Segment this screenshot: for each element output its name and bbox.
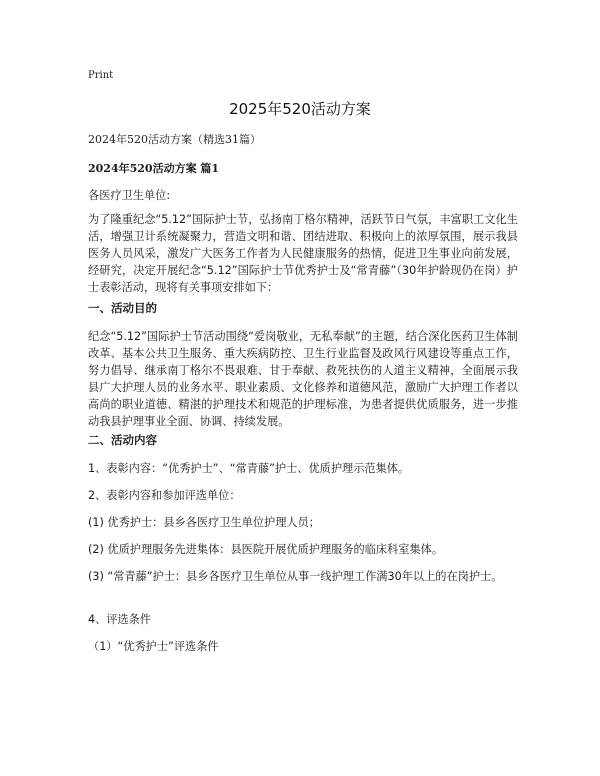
salutation: 各医疗卫生单位: xyxy=(88,189,171,202)
heading-content: 二、活动内容 xyxy=(88,433,157,447)
item-2: 2、表彰内容和参加评选单位： xyxy=(88,489,241,502)
heading-purpose: 一、活动目的 xyxy=(88,301,157,315)
item-1: 1、表彰内容：“优秀护士”、“常青藤”护士、优质护理示范集体。 xyxy=(88,462,410,475)
sub-item-3: (3) “常青藤”护士：县乡各医疗卫生单位从事一线护理工作满30年以上的在岗护士。 xyxy=(88,570,503,583)
sub-item-4: （1）“优秀护士”评选条件 xyxy=(88,640,219,653)
page-title: 2025年520活动方案 xyxy=(229,100,371,118)
item-4: 4、评选条件 xyxy=(88,613,152,626)
purpose-paragraph: 纪念“5.12”国际护士节活动围绕“爱岗敬业，无私奉献”的主题，结合深化医药卫生体制改革、基本公共卫生服务、重大疾病防控、卫生行业监督及政风行风建设等重点工作，努力倡导、继承南丁格尔不畏艰难、甘于奉献、救死扶伤的人道主义精神，全面展示我县广大护理人员的业务水平、职业素质、文化修养和道德风范，激励广大护理工作者以高尚的职业道德、精湛的护理技术和规范的护理标准，为患者提供优质服务，进一步推动我县护理事业全面、协调、持续发展。 xyxy=(88,330,518,428)
print-label: Print xyxy=(88,70,114,81)
section-title: 2024年520活动方案 篇1 xyxy=(88,162,220,175)
intro-paragraph: 为了隆重纪念“5.12”国际护士节，弘扬南丁格尔精神，活跃节日气氛，丰富职工文化生活，增强卫计系统凝聚力，营造文明和谐、团结进取、积极向上的浓厚氛围，展示我县医务人员风采，激发广大医务工作者为人民健康服务的热情，促进卫生事业向前发展，经研究，决定开展纪念“5.12”国际护士节优秀护士及“常青藤”（30年护龄现仍在岗）护士表彰活动，现将有关事项安排如下： xyxy=(88,213,518,294)
document-subtitle: 2024年520活动方案（精选31篇） xyxy=(88,133,261,146)
sub-item-1: (1) 优秀护士：县乡各医疗卫生单位护理人员； xyxy=(88,516,320,529)
sub-item-2: (2) 优质护理服务先进集体：县医院开展优质护理服务的临床科室集体。 xyxy=(88,543,444,556)
